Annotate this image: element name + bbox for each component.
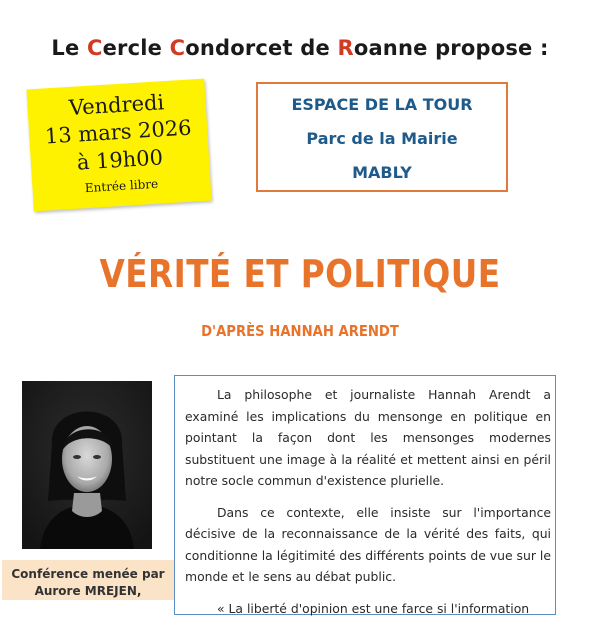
header-line (0, 36, 600, 60)
header-letter-r: R (337, 36, 353, 60)
header-text-1: Le (51, 36, 87, 60)
paragraph-1: La philosophe et journaliste Hannah Arendt a examiné les implications du mensonge en politique en pointant la façon dont les mensonges modernes substituent une image à la réalité et mettent ainsi en péril notre socle commun d'existence plurielle. (185, 384, 551, 492)
paragraph-3: « La liberté d'opinion est une farce si l'information (185, 598, 551, 619)
venue-town: MABLY (258, 156, 506, 190)
venue-park: Parc de la Mairie (258, 122, 506, 156)
description-box (174, 375, 556, 615)
speaker-portrait-image (22, 381, 152, 549)
caption-line-1: Conférence menée par (2, 566, 174, 583)
event-day: Vendredi (27, 87, 206, 124)
event-time: à 19h00 (30, 141, 209, 180)
paragraph-2: Dans ce contexte, elle insiste sur l'importance décisive de la reconnaissance de la vérité des faits, qui conditionne la légitimité des différents points de vue sur le monde et le sens au débat public. (185, 502, 551, 588)
venue-box (256, 82, 508, 192)
speaker-caption (2, 560, 174, 600)
speaker-photo (22, 381, 152, 549)
page-title: VÉRITÉ ET POLITIQUE (42, 252, 558, 296)
header-text-4: oanne propose : (354, 36, 549, 60)
header-letter-c1: C (87, 36, 103, 60)
event-date: 13 mars 2026 (29, 113, 208, 152)
header-text-3: ondorcet de (185, 36, 337, 60)
date-sticker (26, 79, 211, 212)
page-subtitle: D'APRÈS HANNAH ARENDT (36, 322, 564, 340)
venue-name: ESPACE DE LA TOUR (258, 88, 506, 122)
header-text-2: ercle (103, 36, 170, 60)
caption-line-2: Aurore MREJEN, (2, 583, 174, 600)
entry-note: Entrée libre (32, 171, 211, 202)
header-letter-c2: C (170, 36, 186, 60)
